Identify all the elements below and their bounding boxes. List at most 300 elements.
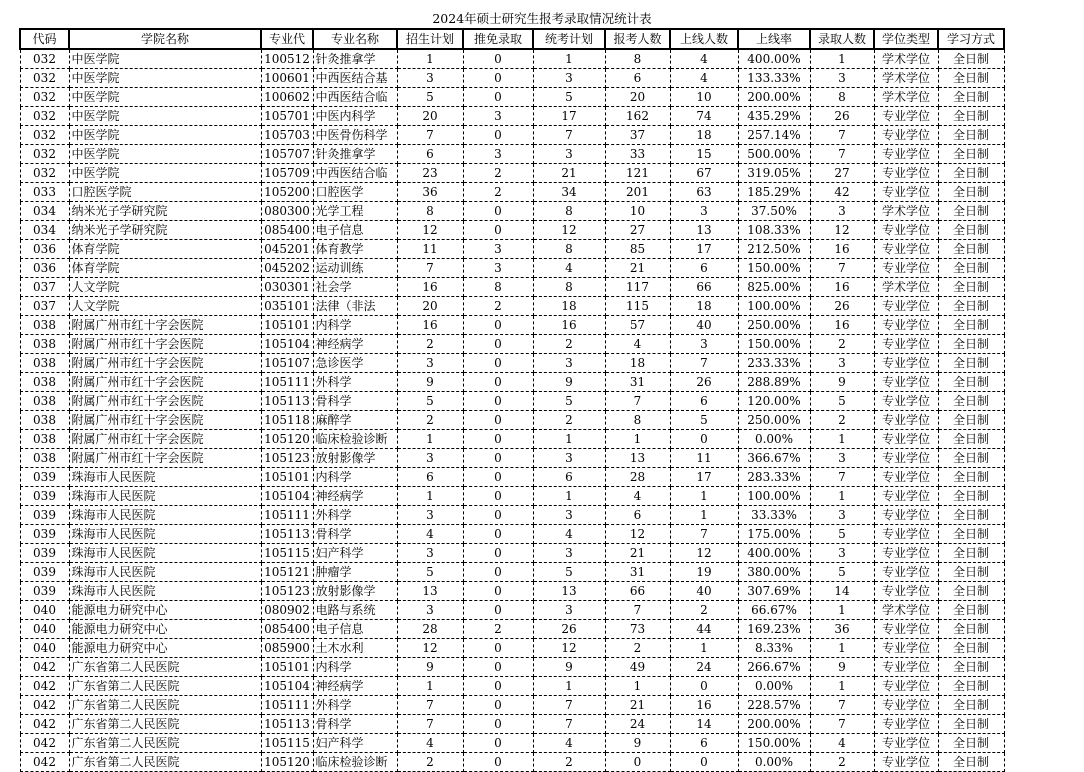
cell-admitted[interactable]: 1: [810, 601, 874, 620]
cell-recommended-admission[interactable]: 3: [463, 259, 533, 278]
cell-major-name[interactable]: 电子信息: [313, 620, 397, 639]
cell-applicants[interactable]: 8: [605, 411, 670, 430]
cell-recommended-admission[interactable]: 0: [463, 639, 533, 658]
cell-degree-type[interactable]: 专业学位: [874, 487, 938, 506]
cell-major-name[interactable]: 社会学: [313, 278, 397, 297]
cell-major-code[interactable]: 100601: [261, 69, 313, 88]
cell-major-name[interactable]: 临床检验诊断: [313, 430, 397, 449]
cell-code[interactable]: 039: [20, 582, 69, 601]
cell-exam-plan[interactable]: 1: [533, 49, 605, 69]
cell-pass-rate[interactable]: 150.00%: [738, 259, 810, 278]
cell-college-name[interactable]: 纳米光子学研究院: [69, 202, 261, 221]
cell-enrollment-plan[interactable]: 16: [397, 316, 463, 335]
cell-admitted[interactable]: 4: [810, 734, 874, 753]
cell-major-name[interactable]: 神经病学: [313, 487, 397, 506]
cell-major-name[interactable]: 妇产科学: [313, 544, 397, 563]
cell-qualified[interactable]: 7: [670, 525, 738, 544]
cell-enrollment-plan[interactable]: 3: [397, 354, 463, 373]
cell-enrollment-plan[interactable]: 23: [397, 164, 463, 183]
cell-college-name[interactable]: 广东省第二人民医院: [69, 677, 261, 696]
cell-college-name[interactable]: 中医学院: [69, 164, 261, 183]
cell-pass-rate[interactable]: 233.33%: [738, 354, 810, 373]
cell-code[interactable]: 032: [20, 49, 69, 69]
cell-enrollment-plan[interactable]: 20: [397, 107, 463, 126]
cell-qualified[interactable]: 0: [670, 430, 738, 449]
cell-enrollment-plan[interactable]: 13: [397, 582, 463, 601]
cell-exam-plan[interactable]: 7: [533, 696, 605, 715]
cell-applicants[interactable]: 12: [605, 525, 670, 544]
cell-recommended-admission[interactable]: 0: [463, 354, 533, 373]
cell-qualified[interactable]: 19: [670, 563, 738, 582]
cell-admitted[interactable]: 7: [810, 145, 874, 164]
cell-degree-type[interactable]: 专业学位: [874, 335, 938, 354]
cell-enrollment-plan[interactable]: 4: [397, 525, 463, 544]
cell-college-name[interactable]: 珠海市人民医院: [69, 582, 261, 601]
cell-applicants[interactable]: 66: [605, 582, 670, 601]
cell-code[interactable]: 040: [20, 639, 69, 658]
cell-applicants[interactable]: 18: [605, 354, 670, 373]
cell-enrollment-plan[interactable]: 3: [397, 506, 463, 525]
cell-study-mode[interactable]: 全日制: [938, 183, 1004, 202]
cell-code[interactable]: 036: [20, 259, 69, 278]
cell-degree-type[interactable]: 专业学位: [874, 126, 938, 145]
cell-recommended-admission[interactable]: 0: [463, 544, 533, 563]
cell-study-mode[interactable]: 全日制: [938, 753, 1004, 772]
cell-recommended-admission[interactable]: 0: [463, 373, 533, 392]
cell-major-name[interactable]: 中西医结合临: [313, 88, 397, 107]
cell-major-code[interactable]: 100512: [261, 49, 313, 69]
cell-study-mode[interactable]: 全日制: [938, 582, 1004, 601]
cell-pass-rate[interactable]: 33.33%: [738, 506, 810, 525]
cell-study-mode[interactable]: 全日制: [938, 126, 1004, 145]
cell-exam-plan[interactable]: 8: [533, 278, 605, 297]
cell-qualified[interactable]: 16: [670, 696, 738, 715]
cell-study-mode[interactable]: 全日制: [938, 49, 1004, 69]
cell-degree-type[interactable]: 专业学位: [874, 620, 938, 639]
cell-applicants[interactable]: 0: [605, 753, 670, 772]
cell-major-name[interactable]: 内科学: [313, 658, 397, 677]
cell-degree-type[interactable]: 专业学位: [874, 145, 938, 164]
cell-recommended-admission[interactable]: 0: [463, 563, 533, 582]
cell-code[interactable]: 038: [20, 373, 69, 392]
cell-major-code[interactable]: 105113: [261, 392, 313, 411]
cell-qualified[interactable]: 4: [670, 69, 738, 88]
cell-exam-plan[interactable]: 5: [533, 88, 605, 107]
cell-study-mode[interactable]: 全日制: [938, 88, 1004, 107]
cell-applicants[interactable]: 21: [605, 696, 670, 715]
cell-enrollment-plan[interactable]: 1: [397, 487, 463, 506]
column-header[interactable]: 学习方式: [938, 29, 1004, 49]
cell-enrollment-plan[interactable]: 1: [397, 49, 463, 69]
cell-degree-type[interactable]: 学术学位: [874, 49, 938, 69]
cell-major-code[interactable]: 105701: [261, 107, 313, 126]
cell-major-code[interactable]: 045201: [261, 240, 313, 259]
cell-admitted[interactable]: 2: [810, 411, 874, 430]
cell-enrollment-plan[interactable]: 7: [397, 715, 463, 734]
cell-major-name[interactable]: 骨科学: [313, 715, 397, 734]
cell-college-name[interactable]: 珠海市人民医院: [69, 487, 261, 506]
cell-enrollment-plan[interactable]: 1: [397, 677, 463, 696]
cell-college-name[interactable]: 附属广州市红十字会医院: [69, 373, 261, 392]
cell-enrollment-plan[interactable]: 6: [397, 468, 463, 487]
cell-admitted[interactable]: 27: [810, 164, 874, 183]
cell-admitted[interactable]: 3: [810, 354, 874, 373]
cell-degree-type[interactable]: 专业学位: [874, 753, 938, 772]
cell-college-name[interactable]: 附属广州市红十字会医院: [69, 449, 261, 468]
cell-exam-plan[interactable]: 3: [533, 354, 605, 373]
cell-admitted[interactable]: 5: [810, 525, 874, 544]
cell-degree-type[interactable]: 专业学位: [874, 297, 938, 316]
cell-degree-type[interactable]: 专业学位: [874, 411, 938, 430]
cell-code[interactable]: 034: [20, 221, 69, 240]
cell-admitted[interactable]: 3: [810, 544, 874, 563]
cell-major-name[interactable]: 中医内科学: [313, 107, 397, 126]
cell-study-mode[interactable]: 全日制: [938, 278, 1004, 297]
cell-exam-plan[interactable]: 13: [533, 582, 605, 601]
cell-code[interactable]: 038: [20, 316, 69, 335]
cell-degree-type[interactable]: 专业学位: [874, 449, 938, 468]
cell-major-code[interactable]: 105113: [261, 525, 313, 544]
cell-qualified[interactable]: 0: [670, 753, 738, 772]
cell-enrollment-plan[interactable]: 3: [397, 69, 463, 88]
cell-study-mode[interactable]: 全日制: [938, 69, 1004, 88]
cell-major-code[interactable]: 105121: [261, 563, 313, 582]
cell-major-code[interactable]: 105703: [261, 126, 313, 145]
cell-admitted[interactable]: 2: [810, 753, 874, 772]
cell-major-name[interactable]: 电子信息: [313, 221, 397, 240]
cell-applicants[interactable]: 7: [605, 601, 670, 620]
cell-exam-plan[interactable]: 1: [533, 487, 605, 506]
cell-major-name[interactable]: 急诊医学: [313, 354, 397, 373]
cell-major-code[interactable]: 105120: [261, 430, 313, 449]
cell-recommended-admission[interactable]: 0: [463, 221, 533, 240]
cell-pass-rate[interactable]: 150.00%: [738, 734, 810, 753]
cell-recommended-admission[interactable]: 0: [463, 392, 533, 411]
cell-study-mode[interactable]: 全日制: [938, 544, 1004, 563]
cell-pass-rate[interactable]: 200.00%: [738, 88, 810, 107]
cell-recommended-admission[interactable]: 2: [463, 183, 533, 202]
cell-major-name[interactable]: 内科学: [313, 316, 397, 335]
cell-qualified[interactable]: 26: [670, 373, 738, 392]
cell-code[interactable]: 042: [20, 677, 69, 696]
cell-degree-type[interactable]: 专业学位: [874, 563, 938, 582]
cell-enrollment-plan[interactable]: 16: [397, 278, 463, 297]
cell-college-name[interactable]: 附属广州市红十字会医院: [69, 335, 261, 354]
cell-pass-rate[interactable]: 500.00%: [738, 145, 810, 164]
cell-recommended-admission[interactable]: 8: [463, 278, 533, 297]
column-header[interactable]: 录取人数: [810, 29, 874, 49]
column-header[interactable]: 推免录取: [463, 29, 533, 49]
cell-pass-rate[interactable]: 37.50%: [738, 202, 810, 221]
cell-college-name[interactable]: 珠海市人民医院: [69, 544, 261, 563]
cell-qualified[interactable]: 3: [670, 335, 738, 354]
cell-qualified[interactable]: 67: [670, 164, 738, 183]
cell-degree-type[interactable]: 学术学位: [874, 202, 938, 221]
cell-degree-type[interactable]: 专业学位: [874, 525, 938, 544]
cell-enrollment-plan[interactable]: 2: [397, 335, 463, 354]
cell-applicants[interactable]: 6: [605, 506, 670, 525]
cell-pass-rate[interactable]: 133.33%: [738, 69, 810, 88]
cell-major-name[interactable]: 针灸推拿学: [313, 145, 397, 164]
cell-degree-type[interactable]: 专业学位: [874, 259, 938, 278]
cell-study-mode[interactable]: 全日制: [938, 411, 1004, 430]
cell-exam-plan[interactable]: 9: [533, 658, 605, 677]
cell-major-code[interactable]: 105123: [261, 582, 313, 601]
cell-exam-plan[interactable]: 2: [533, 411, 605, 430]
cell-admitted[interactable]: 7: [810, 126, 874, 145]
cell-degree-type[interactable]: 专业学位: [874, 221, 938, 240]
cell-degree-type[interactable]: 专业学位: [874, 658, 938, 677]
cell-admitted[interactable]: 3: [810, 506, 874, 525]
cell-exam-plan[interactable]: 17: [533, 107, 605, 126]
cell-code[interactable]: 038: [20, 449, 69, 468]
cell-qualified[interactable]: 40: [670, 316, 738, 335]
cell-enrollment-plan[interactable]: 3: [397, 449, 463, 468]
cell-applicants[interactable]: 1: [605, 677, 670, 696]
cell-major-code[interactable]: 105200: [261, 183, 313, 202]
cell-pass-rate[interactable]: 175.00%: [738, 525, 810, 544]
cell-major-name[interactable]: 针灸推拿学: [313, 49, 397, 69]
cell-applicants[interactable]: 201: [605, 183, 670, 202]
cell-qualified[interactable]: 11: [670, 449, 738, 468]
cell-admitted[interactable]: 7: [810, 259, 874, 278]
cell-college-name[interactable]: 中医学院: [69, 145, 261, 164]
cell-recommended-admission[interactable]: 0: [463, 69, 533, 88]
cell-recommended-admission[interactable]: 3: [463, 240, 533, 259]
cell-major-code[interactable]: 085400: [261, 221, 313, 240]
cell-code[interactable]: 039: [20, 563, 69, 582]
cell-qualified[interactable]: 6: [670, 259, 738, 278]
cell-pass-rate[interactable]: 66.67%: [738, 601, 810, 620]
cell-exam-plan[interactable]: 5: [533, 392, 605, 411]
cell-college-name[interactable]: 珠海市人民医院: [69, 468, 261, 487]
cell-study-mode[interactable]: 全日制: [938, 297, 1004, 316]
cell-study-mode[interactable]: 全日制: [938, 316, 1004, 335]
column-header[interactable]: 专业名称: [313, 29, 397, 49]
cell-admitted[interactable]: 5: [810, 563, 874, 582]
cell-qualified[interactable]: 7: [670, 354, 738, 373]
cell-college-name[interactable]: 中医学院: [69, 88, 261, 107]
cell-degree-type[interactable]: 专业学位: [874, 316, 938, 335]
cell-study-mode[interactable]: 全日制: [938, 145, 1004, 164]
cell-applicants[interactable]: 7: [605, 392, 670, 411]
cell-applicants[interactable]: 9: [605, 734, 670, 753]
cell-degree-type[interactable]: 专业学位: [874, 373, 938, 392]
cell-major-name[interactable]: 肿瘤学: [313, 563, 397, 582]
cell-pass-rate[interactable]: 288.89%: [738, 373, 810, 392]
cell-major-name[interactable]: 妇产科学: [313, 734, 397, 753]
cell-qualified[interactable]: 1: [670, 639, 738, 658]
cell-major-code[interactable]: 105118: [261, 411, 313, 430]
cell-code[interactable]: 038: [20, 354, 69, 373]
column-header[interactable]: 上线率: [738, 29, 810, 49]
cell-code[interactable]: 033: [20, 183, 69, 202]
cell-exam-plan[interactable]: 3: [533, 449, 605, 468]
cell-qualified[interactable]: 12: [670, 544, 738, 563]
cell-qualified[interactable]: 44: [670, 620, 738, 639]
cell-major-name[interactable]: 神经病学: [313, 335, 397, 354]
cell-exam-plan[interactable]: 3: [533, 145, 605, 164]
column-header[interactable]: 学位类型: [874, 29, 938, 49]
cell-admitted[interactable]: 14: [810, 582, 874, 601]
cell-college-name[interactable]: 广东省第二人民医院: [69, 734, 261, 753]
cell-applicants[interactable]: 37: [605, 126, 670, 145]
cell-qualified[interactable]: 10: [670, 88, 738, 107]
cell-study-mode[interactable]: 全日制: [938, 639, 1004, 658]
cell-study-mode[interactable]: 全日制: [938, 335, 1004, 354]
cell-college-name[interactable]: 人文学院: [69, 297, 261, 316]
cell-study-mode[interactable]: 全日制: [938, 563, 1004, 582]
cell-major-name[interactable]: 神经病学: [313, 677, 397, 696]
cell-major-name[interactable]: 法律（非法: [313, 297, 397, 316]
cell-major-code[interactable]: 105707: [261, 145, 313, 164]
cell-study-mode[interactable]: 全日制: [938, 487, 1004, 506]
cell-degree-type[interactable]: 学术学位: [874, 278, 938, 297]
cell-code[interactable]: 042: [20, 696, 69, 715]
cell-applicants[interactable]: 31: [605, 563, 670, 582]
cell-code[interactable]: 039: [20, 544, 69, 563]
cell-enrollment-plan[interactable]: 12: [397, 639, 463, 658]
cell-enrollment-plan[interactable]: 4: [397, 734, 463, 753]
cell-major-code[interactable]: 085400: [261, 620, 313, 639]
cell-exam-plan[interactable]: 12: [533, 639, 605, 658]
cell-college-name[interactable]: 能源电力研究中心: [69, 639, 261, 658]
cell-degree-type[interactable]: 专业学位: [874, 696, 938, 715]
cell-degree-type[interactable]: 专业学位: [874, 506, 938, 525]
cell-applicants[interactable]: 117: [605, 278, 670, 297]
cell-college-name[interactable]: 附属广州市红十字会医院: [69, 392, 261, 411]
cell-qualified[interactable]: 24: [670, 658, 738, 677]
cell-college-name[interactable]: 珠海市人民医院: [69, 525, 261, 544]
cell-admitted[interactable]: 12: [810, 221, 874, 240]
cell-major-code[interactable]: 105107: [261, 354, 313, 373]
cell-applicants[interactable]: 10: [605, 202, 670, 221]
cell-study-mode[interactable]: 全日制: [938, 620, 1004, 639]
cell-major-name[interactable]: 运动训练: [313, 259, 397, 278]
cell-applicants[interactable]: 57: [605, 316, 670, 335]
cell-major-code[interactable]: 080300: [261, 202, 313, 221]
cell-recommended-admission[interactable]: 0: [463, 525, 533, 544]
cell-applicants[interactable]: 85: [605, 240, 670, 259]
cell-pass-rate[interactable]: 825.00%: [738, 278, 810, 297]
cell-major-name[interactable]: 外科学: [313, 506, 397, 525]
cell-major-code[interactable]: 105113: [261, 715, 313, 734]
cell-study-mode[interactable]: 全日制: [938, 107, 1004, 126]
cell-admitted[interactable]: 9: [810, 658, 874, 677]
cell-degree-type[interactable]: 学术学位: [874, 88, 938, 107]
cell-recommended-admission[interactable]: 2: [463, 164, 533, 183]
cell-pass-rate[interactable]: 8.33%: [738, 639, 810, 658]
cell-applicants[interactable]: 2: [605, 639, 670, 658]
cell-recommended-admission[interactable]: 0: [463, 88, 533, 107]
cell-pass-rate[interactable]: 400.00%: [738, 544, 810, 563]
cell-degree-type[interactable]: 专业学位: [874, 240, 938, 259]
cell-code[interactable]: 039: [20, 506, 69, 525]
cell-applicants[interactable]: 31: [605, 373, 670, 392]
cell-code[interactable]: 038: [20, 335, 69, 354]
cell-college-name[interactable]: 体育学院: [69, 240, 261, 259]
cell-major-name[interactable]: 放射影像学: [313, 582, 397, 601]
cell-study-mode[interactable]: 全日制: [938, 373, 1004, 392]
cell-applicants[interactable]: 115: [605, 297, 670, 316]
cell-study-mode[interactable]: 全日制: [938, 525, 1004, 544]
cell-recommended-admission[interactable]: 0: [463, 734, 533, 753]
cell-college-name[interactable]: 广东省第二人民医院: [69, 658, 261, 677]
cell-pass-rate[interactable]: 283.33%: [738, 468, 810, 487]
cell-applicants[interactable]: 49: [605, 658, 670, 677]
cell-admitted[interactable]: 1: [810, 639, 874, 658]
cell-major-name[interactable]: 体育教学: [313, 240, 397, 259]
cell-qualified[interactable]: 15: [670, 145, 738, 164]
cell-major-name[interactable]: 麻醉学: [313, 411, 397, 430]
cell-pass-rate[interactable]: 100.00%: [738, 487, 810, 506]
cell-major-name[interactable]: 电路与系统: [313, 601, 397, 620]
cell-pass-rate[interactable]: 169.23%: [738, 620, 810, 639]
cell-enrollment-plan[interactable]: 7: [397, 696, 463, 715]
cell-admitted[interactable]: 7: [810, 468, 874, 487]
cell-college-name[interactable]: 附属广州市红十字会医院: [69, 411, 261, 430]
cell-pass-rate[interactable]: 250.00%: [738, 411, 810, 430]
cell-pass-rate[interactable]: 108.33%: [738, 221, 810, 240]
cell-degree-type[interactable]: 专业学位: [874, 183, 938, 202]
cell-recommended-admission[interactable]: 3: [463, 145, 533, 164]
cell-study-mode[interactable]: 全日制: [938, 392, 1004, 411]
cell-recommended-admission[interactable]: 0: [463, 696, 533, 715]
cell-degree-type[interactable]: 学术学位: [874, 69, 938, 88]
cell-recommended-admission[interactable]: 0: [463, 335, 533, 354]
cell-college-name[interactable]: 中医学院: [69, 49, 261, 69]
cell-exam-plan[interactable]: 7: [533, 126, 605, 145]
cell-code[interactable]: 037: [20, 278, 69, 297]
cell-enrollment-plan[interactable]: 1: [397, 430, 463, 449]
cell-qualified[interactable]: 5: [670, 411, 738, 430]
cell-applicants[interactable]: 6: [605, 69, 670, 88]
cell-degree-type[interactable]: 专业学位: [874, 392, 938, 411]
cell-major-code[interactable]: 035101: [261, 297, 313, 316]
cell-degree-type[interactable]: 专业学位: [874, 582, 938, 601]
cell-degree-type[interactable]: 专业学位: [874, 354, 938, 373]
cell-applicants[interactable]: 121: [605, 164, 670, 183]
cell-major-code[interactable]: 105115: [261, 544, 313, 563]
cell-major-code[interactable]: 105120: [261, 753, 313, 772]
cell-applicants[interactable]: 73: [605, 620, 670, 639]
cell-qualified[interactable]: 18: [670, 126, 738, 145]
cell-enrollment-plan[interactable]: 2: [397, 753, 463, 772]
cell-code[interactable]: 040: [20, 601, 69, 620]
cell-major-code[interactable]: 105104: [261, 487, 313, 506]
cell-degree-type[interactable]: 专业学位: [874, 715, 938, 734]
cell-qualified[interactable]: 74: [670, 107, 738, 126]
cell-college-name[interactable]: 广东省第二人民医院: [69, 696, 261, 715]
cell-pass-rate[interactable]: 200.00%: [738, 715, 810, 734]
column-header[interactable]: 统考计划: [533, 29, 605, 49]
cell-major-code[interactable]: 105104: [261, 677, 313, 696]
cell-recommended-admission[interactable]: 3: [463, 107, 533, 126]
cell-enrollment-plan[interactable]: 5: [397, 88, 463, 107]
cell-qualified[interactable]: 17: [670, 240, 738, 259]
cell-qualified[interactable]: 40: [670, 582, 738, 601]
column-header[interactable]: 招生计划: [397, 29, 463, 49]
cell-degree-type[interactable]: 专业学位: [874, 677, 938, 696]
cell-exam-plan[interactable]: 2: [533, 753, 605, 772]
cell-major-code[interactable]: 105111: [261, 373, 313, 392]
cell-qualified[interactable]: 13: [670, 221, 738, 240]
cell-recommended-admission[interactable]: 0: [463, 468, 533, 487]
cell-major-code[interactable]: 100602: [261, 88, 313, 107]
cell-code[interactable]: 032: [20, 145, 69, 164]
cell-code[interactable]: 042: [20, 658, 69, 677]
cell-exam-plan[interactable]: 3: [533, 506, 605, 525]
